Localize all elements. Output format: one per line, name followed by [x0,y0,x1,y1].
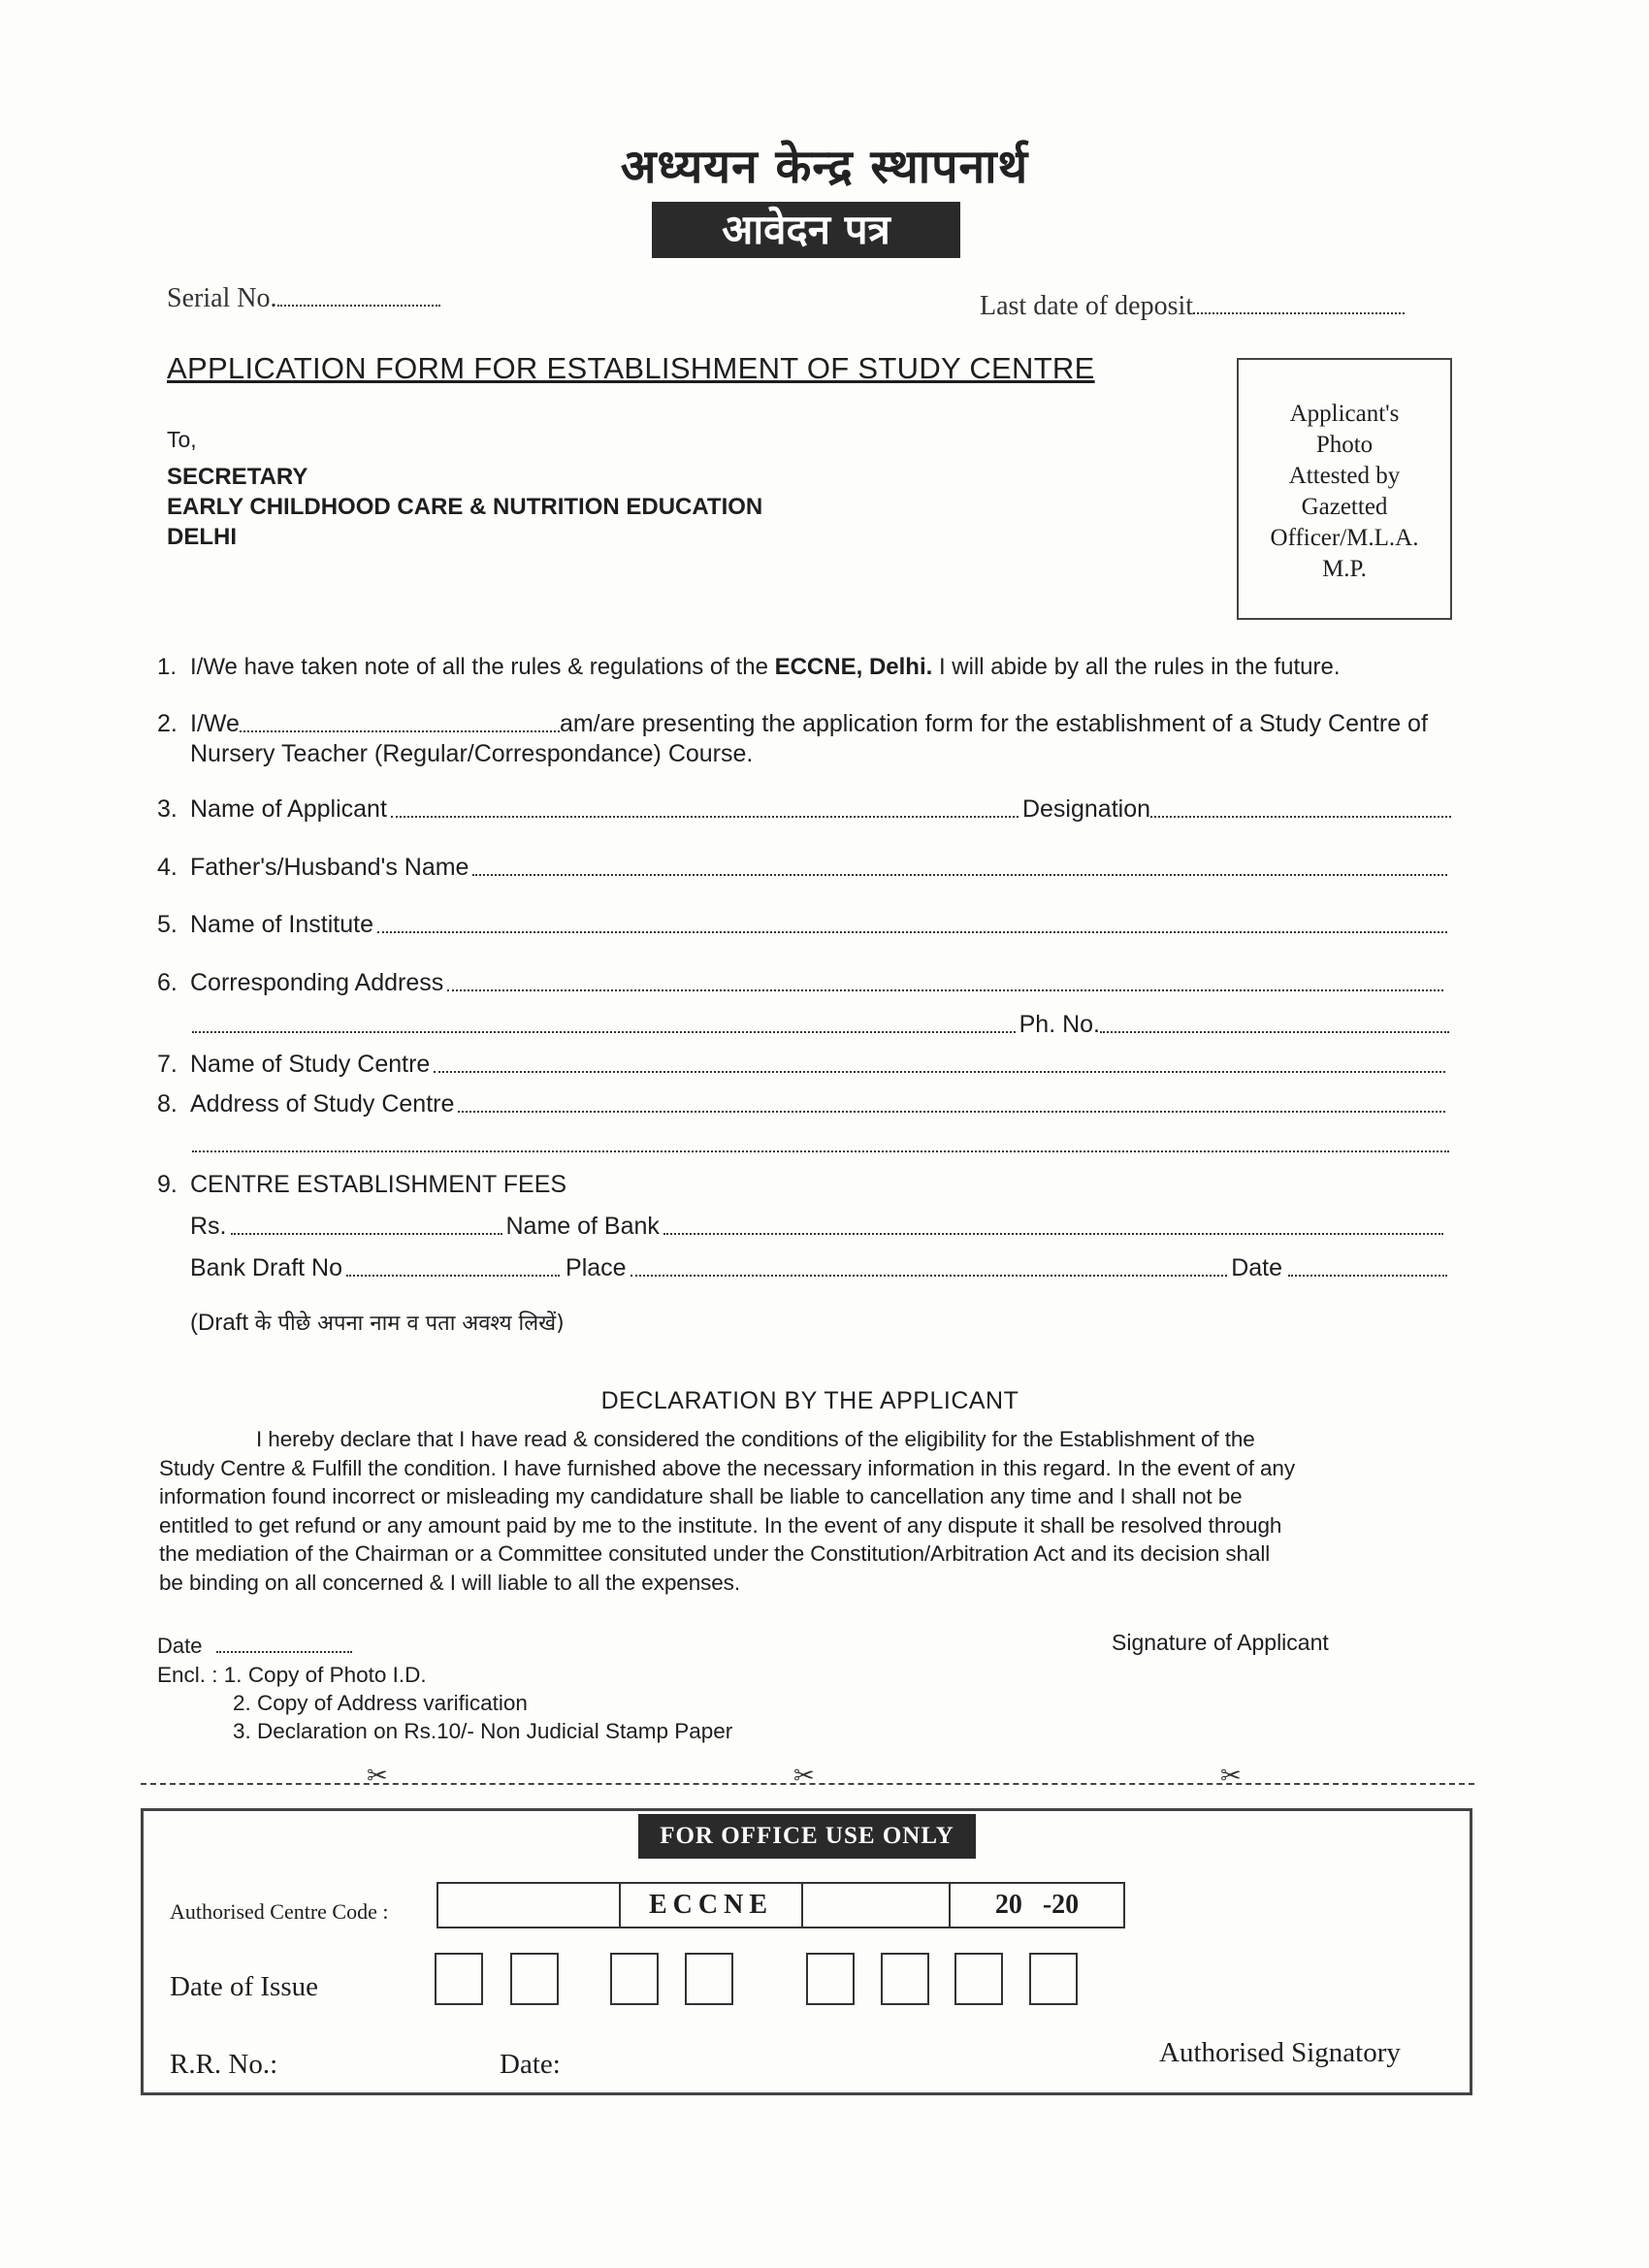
address-field[interactable] [447,989,1443,991]
item-9 [157,1171,1449,1199]
enclosure-list [233,1689,732,1745]
applicant-name-blank[interactable] [240,730,560,732]
item-number: 4. [157,854,178,881]
office-date-label: Date: [500,2049,561,2080]
study-centre-name-label: Name of Study Centre [190,1051,431,1078]
hindi-subtitle-badge: आवेदन पत्र [652,202,960,258]
deposit-date-blank[interactable] [1193,312,1405,314]
issue-date-digit[interactable] [1029,1953,1078,2005]
recipient-line: DELHI [167,524,237,550]
item-2-label: I/We [190,710,240,737]
study-centre-address-field[interactable] [458,1111,1445,1113]
applicant-name-label: Name of Applicant [190,795,387,823]
item-4[interactable] [157,854,1451,882]
item-1 [157,654,1457,681]
item-6[interactable] [157,969,1447,997]
bank-name-label: Name of Bank [505,1213,660,1240]
issue-date-digit[interactable] [881,1953,929,2005]
deposit-date-field[interactable] [980,291,1405,322]
centre-code-eccne: ECCNE [619,1882,803,1928]
office-use-heading: FOR OFFICE USE ONLY [638,1814,976,1859]
study-centre-address-label: Address of Study Centre [190,1090,455,1118]
item-7[interactable] [157,1051,1449,1079]
serial-no-field[interactable] [167,283,440,314]
date-of-issue-label: Date of Issue [170,1971,319,2002]
centre-code-box-3[interactable] [801,1882,951,1928]
issue-date-digit[interactable] [806,1953,855,2005]
centre-code-year: 20 -20 [949,1882,1125,1928]
rr-no-label: R.R. No.: [170,2049,278,2080]
fees-row-1[interactable] [190,1213,1447,1241]
hindi-title: अध्ययन केन्द्र स्थापनार्थ [620,140,1029,194]
enclosure-item: 1. Copy of Photo I.D. [223,1663,427,1687]
item-1-text: I/We have taken note of all the rules & regulations of the [190,654,775,680]
issue-date-digit[interactable] [435,1953,483,2005]
photo-box-text: Applicant's [1289,401,1400,427]
item-3[interactable] [157,795,1451,824]
fees-row-2[interactable] [190,1254,1447,1282]
signature-label: Signature of Applicant [1112,1630,1329,1655]
applicant-date-field[interactable] [157,1634,352,1659]
father-name-field[interactable] [472,874,1447,876]
study-centre-name-field[interactable] [434,1071,1445,1073]
study-centre-address-field-line2[interactable] [192,1150,1449,1152]
item-number: 8. [157,1090,178,1118]
item-2 [157,710,1457,738]
issue-date-digit[interactable] [685,1953,733,2005]
designation-field[interactable] [1150,816,1451,818]
recipient-block [167,462,762,552]
address-to: To, [167,427,197,452]
draft-note [190,1308,565,1337]
declaration-line: the mediation of the Chairman or a Committee consituted under the Constitution/Arbitration Act and its decision shall [159,1541,1271,1566]
photo-box-text: Gazetted [1301,494,1388,520]
draft-no-field[interactable] [346,1275,560,1277]
enclosure-item: 2. Copy of Address varification [233,1691,528,1715]
item-6-cont[interactable] [192,1011,1449,1039]
bank-name-field[interactable] [663,1233,1443,1235]
draft-date-field[interactable] [1288,1275,1447,1277]
phone-field[interactable] [1100,1031,1449,1033]
item-number: 9. [157,1171,178,1198]
item-5[interactable] [157,911,1451,939]
recipient-line: SECRETARY [167,464,308,490]
photo-box-text: Attested by [1288,463,1401,489]
photo-box-text: M.P. [1322,556,1367,582]
place-label: Place [566,1254,627,1281]
declaration-line: entitled to get refund or any amount paid by me to the institute. In the event of any dispute it shall be resolved through [159,1512,1282,1538]
applicant-photo-box[interactable] [1237,358,1452,620]
declaration-line: Study Centre & Fulfill the condition. I have furnished above the necessary information in this regard. In the event of any [159,1455,1295,1480]
item-2-text-cont: Nursery Teacher (Regular/Correspondance) Course. [190,740,754,767]
issue-date-digit[interactable] [954,1953,1003,2005]
draft-note-hi: के पीछे अपना नाम व पता अवश्य लिखें) [254,1312,565,1336]
centre-code-label: Authorised Centre Code : [170,1899,389,1924]
declaration-line: information found incorrect or misleading my candidature shall be liable to cancellation any time and I shall not be [159,1484,1243,1508]
declaration-line: be binding on all concerned & I will liable to all the expenses. [159,1570,740,1595]
item-number: 6. [157,969,178,996]
draft-no-label: Bank Draft No [190,1254,343,1281]
enclosures [157,1661,427,1689]
photo-box-text: Officer/M.L.A. [1270,525,1419,551]
serial-no-blank[interactable] [277,305,440,307]
applicant-date-label: Date [157,1634,203,1658]
authorised-signatory: Authorised Signatory [1159,2037,1401,2068]
designation-label: Designation [1021,795,1150,823]
address-field-line2[interactable] [192,1031,1016,1033]
item-number: 2. [157,710,178,737]
scissor-icon: ✂ [1220,1762,1242,1790]
form-title: APPLICATION FORM FOR ESTABLISHMENT OF STUDY CENTRE [167,351,1095,385]
photo-box-text: Photo [1315,432,1374,458]
institute-name-field[interactable] [377,931,1447,933]
serial-no-label: Serial No. [167,283,277,313]
declaration-body [159,1425,1455,1597]
item-1-text-end: I will abide by all the rules in the future. [932,654,1341,680]
item-number: 1. [157,654,178,680]
item-2-text: am/are presenting the application form for the establishment of a Study Centre of [559,710,1428,737]
item-number: 5. [157,911,178,938]
phone-label: Ph. No. [1018,1011,1100,1038]
applicant-name-field[interactable] [391,816,1018,818]
item-1-bold: ECCNE, Delhi. [774,654,933,680]
issue-date-digit[interactable] [510,1953,559,2005]
father-name-label: Father's/Husband's Name [190,854,469,881]
amount-field[interactable] [231,1233,502,1235]
item-number: 3. [157,795,178,823]
scissor-icon: ✂ [367,1762,388,1790]
deposit-date-label: Last date of deposit [980,291,1194,321]
date-label: Date [1231,1254,1282,1281]
draft-note-en: (Draft [190,1310,255,1336]
fees-label: CENTRE ESTABLISHMENT FEES [190,1171,567,1198]
recipient-line: EARLY CHILDHOOD CARE & NUTRITION EDUCATION [167,494,763,520]
declaration-title: DECLARATION BY THE APPLICANT [600,1387,1019,1414]
enclosure-label: Encl. : [157,1663,218,1687]
place-field[interactable] [630,1275,1228,1277]
item-8[interactable] [157,1090,1449,1118]
item-number: 7. [157,1051,178,1078]
applicant-date-blank[interactable] [216,1651,352,1653]
declaration-line: I hereby declare that I have read & considered the conditions of the eligibility for the Establishment of the [256,1427,1255,1451]
issue-date-digit[interactable] [610,1953,659,2005]
scissor-icon: ✂ [793,1762,815,1790]
rs-label: Rs. [190,1213,227,1240]
centre-code-box-1[interactable] [436,1882,621,1928]
address-label: Corresponding Address [190,969,444,996]
institute-name-label: Name of Institute [190,911,373,938]
enclosure-item: 3. Declaration on Rs.10/- Non Judicial Stamp Paper [233,1719,733,1743]
